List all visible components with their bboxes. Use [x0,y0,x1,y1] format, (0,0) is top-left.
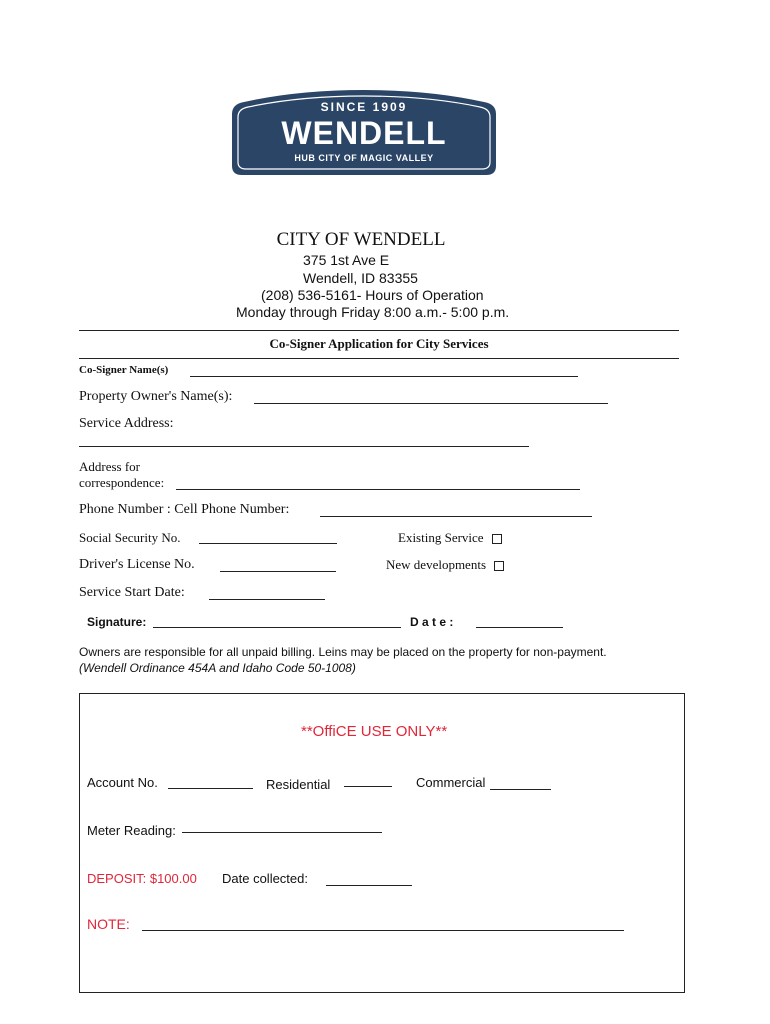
phone-label: Phone Number : Cell Phone Number: [79,502,290,517]
correspondence-field[interactable] [176,489,580,490]
header-phone-hours: (208) 536-5161- Hours of Operation [261,287,484,303]
service-address-field[interactable] [79,446,529,447]
logo-name: WENDELL [281,115,447,151]
note-field[interactable] [142,930,624,931]
correspondence-label-2: correspondence: [79,475,165,490]
commercial-label: Commercial [416,775,486,790]
date-label: D a t e : [410,615,454,629]
form-title: Co-Signer Application for City Services [269,336,489,351]
owner-field[interactable] [254,403,608,404]
cosigner-label: Co-Signer Name(s) [79,364,169,376]
meter-reading-field[interactable] [182,832,382,833]
owner-label: Property Owner's Name(s): [79,389,233,404]
cosigner-field[interactable] [190,376,578,377]
header-hours: Monday through Friday 8:00 a.m.- 5:00 p.m. [236,304,510,320]
date-collected-label: Date collected: [222,871,308,886]
ssn-field[interactable] [199,543,337,544]
header-address-2: Wendell, ID 83355 [303,270,418,286]
correspondence-label-1: Address for [79,459,141,474]
commercial-field[interactable] [490,789,551,790]
new-developments-option [386,557,504,573]
header-address-1: 375 1st Ave E [303,252,390,268]
residential-field[interactable] [344,786,392,787]
account-label: Account No. [87,775,158,790]
account-field[interactable] [168,788,253,789]
billing-notice: Owners are responsible for all unpaid billing. Leins may be placed on the property for non-payment. [79,645,607,659]
new-developments-checkbox[interactable] [494,561,504,571]
license-field[interactable] [220,571,336,572]
start-date-field[interactable] [209,599,325,600]
residential-label: Residential [266,777,331,792]
phone-field[interactable] [320,516,592,517]
note-label: NOTE: [87,916,130,932]
city-title: CITY OF WENDELL [276,229,446,250]
office-use-title: **OffiCE USE ONLY** [301,723,448,740]
service-address-label: Service Address: [79,416,174,431]
existing-service-label: Existing Service [398,530,484,545]
ordinance-note: (Wendell Ordinance 454A and Idaho Code 50-1008) [79,661,356,675]
existing-service-option [398,530,502,546]
signature-label: Signature: [87,615,147,629]
date-field[interactable] [476,627,563,628]
city-logo [228,86,500,178]
header-divider-bottom [79,358,679,359]
license-label: Driver's License No. [79,557,195,572]
existing-service-checkbox[interactable] [492,534,502,544]
meter-reading-label: Meter Reading: [87,823,176,838]
date-collected-field[interactable] [326,885,412,886]
signature-field[interactable] [153,627,401,628]
logo-tagline: HUB CITY OF MAGIC VALLEY [294,153,434,163]
ssn-label: Social Security No. [79,530,181,545]
logo-since: SINCE 1909 [320,100,408,114]
header-divider-top [79,330,679,331]
new-developments-label: New developments [386,557,487,572]
deposit-label: DEPOSIT: $100.00 [87,871,197,886]
start-date-label: Service Start Date: [79,585,185,600]
